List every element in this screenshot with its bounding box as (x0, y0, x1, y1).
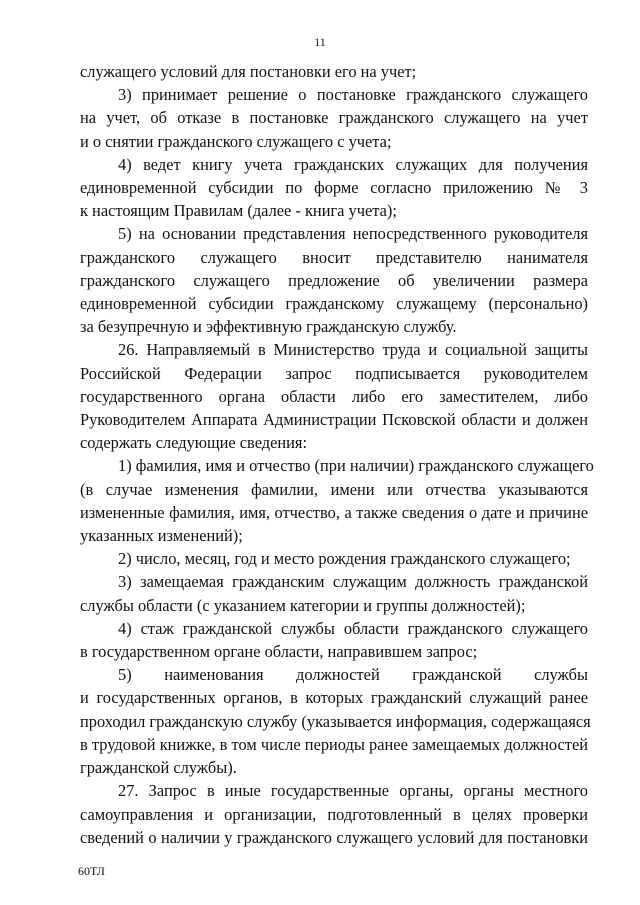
text-line: на учет, об отказе в постановке гражданского служащего на учет (80, 108, 588, 128)
text-line: единовременной субсидии по форме согласно приложению № 3 (80, 178, 588, 198)
text-line: 4) стаж гражданской службы области гражданского служащего (118, 618, 588, 638)
text-line: Российской Федерации запрос подписывается руководителем (80, 363, 588, 383)
text-line: гражданской службы). (80, 758, 237, 778)
text-line: единовременной субсидии гражданскому служащему (персонально) (80, 294, 588, 314)
page-number: 11 (314, 35, 326, 49)
text-line: 27. Запрос в иные государственные органы, органы местного (118, 781, 588, 801)
text-line: 5) на основании представления непосредственного руководителя (118, 224, 588, 244)
text-line: сведений о наличии у гражданского служащего условий для постановки (80, 827, 588, 847)
text-line: к настоящим Правилам (далее - книга учета); (80, 201, 397, 221)
text-line: в трудовой книжке, в том числе периоды ранее замещаемых должностей (80, 734, 588, 754)
text-line: 3) принимает решение о постановке гражданского служащего (118, 85, 588, 105)
document-body (80, 60, 594, 849)
text-line: Руководителем Аппарата Администрации Псковской области и должен (80, 410, 588, 430)
text-line: 4) ведет книгу учета гражданских служащих для получения (118, 154, 588, 174)
text-line: в государственном органе области, направившем запрос; (80, 642, 478, 662)
text-line: служащего условий для постановки его на учет; (80, 62, 417, 81)
text-line: за безупречную и эффективную гражданскую службу. (80, 317, 457, 337)
text-line: 3) замещаемая гражданским служащим должность гражданской (118, 572, 588, 592)
text-line: 26. Направляемый в Министерство труда и социальной защиты (118, 340, 588, 360)
text-line: измененные фамилия, имя, отчество, а также сведения о дате и причине (80, 502, 588, 522)
text-line: 5) наименования должностей гражданской службы (118, 665, 588, 685)
text-line: указанных изменений); (80, 526, 243, 546)
text-line: 1) фамилия, имя и отчество (при наличии) гражданского служащего (118, 456, 594, 476)
text-line: и государственных органов, в которых гражданский служащий ранее (80, 688, 588, 708)
text-line: 2) число, месяц, год и место рождения гражданского служащего; (118, 549, 571, 569)
text-line: (в случае изменения фамилии, имени или отчества указываются (80, 479, 588, 499)
footer-code: 60ТЛ (78, 864, 105, 878)
text-line: службы области (с указанием категории и группы должностей); (80, 595, 526, 615)
text-line: самоуправления и организации, подготовленный в целях проверки (80, 804, 588, 824)
text-line: гражданского служащего вносит представителю нанимателя (80, 247, 588, 267)
text-line: проходил гражданскую службу (указывается информация, содержащаяся (80, 711, 591, 731)
text-line: содержать следующие сведения: (80, 433, 308, 453)
text-line: и о снятии гражданского служащего с учета; (80, 131, 392, 151)
text-line: гражданского служащего предложение об увеличении размера (80, 270, 588, 290)
text-line: государственного органа области либо его заместителем, либо (80, 386, 588, 406)
